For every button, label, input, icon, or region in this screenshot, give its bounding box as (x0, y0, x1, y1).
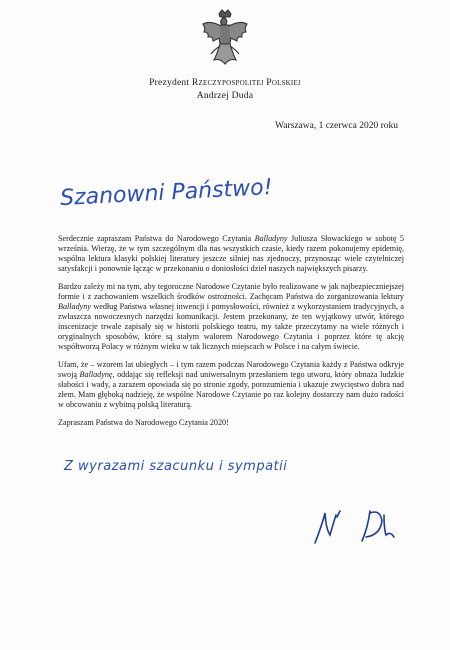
handwritten-closing (60, 452, 360, 478)
paragraph-2-title: Balladyny (58, 302, 91, 312)
paragraph-3-text-b: , oddając się refleksji nad uniwersalnym przesłaniem tego utworu, który obnaża ludzkie słabości i wady, a zarazem opowiada się po stronie zgody, porozumienia i ukazuje zwycięstwo dobra nad złem. Mam głęboką nadzieję, że wspólne Narodowe Czytanie po raz kolejny dostarczy nam dużo radości w obcowaniu z wybitną polską literaturą. (58, 370, 404, 410)
paragraph-3-title: Balladynę (79, 370, 113, 380)
handwritten-greeting (58, 172, 298, 212)
office-title (0, 76, 450, 89)
paragraph-2 (58, 282, 404, 353)
sender-name: Andrzej Duda (196, 90, 254, 101)
paragraph-1 (58, 234, 404, 274)
closing-text: Z wyrazami szacunku i sympatii (64, 459, 288, 474)
letter-date: Warszawa, 1 czerwca 2020 roku (275, 121, 398, 131)
office-title-prefix: Prezydent (149, 77, 192, 88)
letterhead (0, 76, 450, 102)
polish-eagle-emblem-icon (200, 8, 250, 70)
paragraph-1-text-b: Juliusza Słowackiego w sobotę 5 września. Wierzę, że w tym szczególnym dla nas wszystkich czasie, kiedy razem pokonujemy epidemię, wspólna lektura klasyki polskiej literatury jeszcze silniej nas zjednoczy, przynosząc wiele czytelniczej satysfakcji i ponownie łącząc w przekonaniu o doniosłości dzieł naszych największych pisarzy. (58, 234, 404, 274)
paragraph-3 (58, 360, 404, 410)
handwritten-signature-icon (310, 505, 400, 545)
greeting-text: Szanowni Państwo! (59, 175, 274, 212)
paragraph-2-text-b: według Państwa własnej inwencji i pomysłowości, również z wykorzystaniem tradycyjnych, a zwłaszcza nowoczesnych narzędzi komunikacji. Jestem przekonany, że ten wyjątkowy utwór, którego inscenizacje trwale zapisały się w historii polskiego teatru, my także przeczytamy na wiele różnych i oryginalnych sposobów, które są stałym walorem Narodowego Czytania i poprzez które tę akcję współtworzą Polacy w różnym wieku w tak licznych miejscach w Polsce i na całym świecie. (58, 302, 404, 352)
paragraph-2-text-a: Bardzo zależy mi na tym, aby tegoroczne Narodowe Czytanie było realizowane w jak najbezpieczniejszej formie i z zachowaniem wszelkich środków ostrożności. Zachęcam Państwa do zorganizowania lektury (58, 281, 404, 301)
paragraph-1-title: Balladyny (254, 234, 288, 243)
letter-body (58, 234, 404, 428)
paragraph-1-text-a: Serdecznie zapraszam Państwa do Narodowego Czytania (58, 234, 255, 243)
paragraph-4: Zapraszam Państwa do Narodowego Czytania 2020! (58, 418, 229, 427)
office-title-rest: Rzeczypospolitej Polskiej (191, 77, 301, 88)
paragraph-3-text-a: Ufam, że – wzorem lat ubiegłych – i tym razem podczas Narodowego Czytania każdy z Państwa odkryje swoją (58, 360, 404, 380)
